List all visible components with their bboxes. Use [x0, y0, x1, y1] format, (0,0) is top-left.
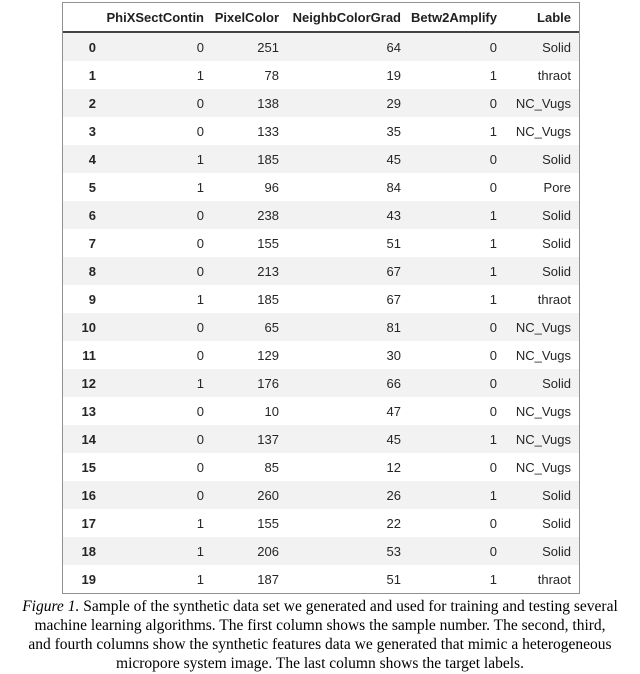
table-cell: 1: [489, 263, 497, 279]
table-row: [63, 313, 579, 341]
table-cell: NC_Vugs: [515, 347, 571, 363]
table-cell: 1: [196, 179, 204, 195]
table-cell: 43: [386, 207, 401, 223]
table-cell: 133: [257, 123, 279, 139]
table-cell: NC_Vugs: [515, 403, 571, 419]
table-cell: 1: [196, 67, 204, 83]
table-row: [63, 285, 579, 313]
table-cell: 0: [196, 235, 204, 251]
row-index: 5: [88, 179, 96, 195]
row-index: 15: [81, 459, 96, 475]
column-header: PhiXSectContin: [104, 3, 212, 32]
table-cell: 51: [386, 235, 401, 251]
index-header: [63, 3, 104, 32]
table-cell: 1: [489, 207, 497, 223]
table-cell: 22: [386, 515, 401, 531]
row-index: 3: [88, 123, 96, 139]
caption-line: and fourth columns show the synthetic features data we generated that mimic a heterogeneous: [28, 636, 612, 653]
table-cell: 238: [257, 207, 279, 223]
table-cell: Solid: [542, 151, 571, 167]
table-cell: 85: [264, 459, 279, 475]
table-cell: 29: [386, 95, 401, 111]
table-cell: 185: [257, 291, 279, 307]
row-index: 17: [81, 515, 96, 531]
table-cell: 47: [386, 403, 401, 419]
table-cell: NC_Vugs: [515, 459, 571, 475]
column-header: PixelColor: [212, 3, 287, 32]
row-index: 11: [82, 347, 96, 363]
table-row: [63, 565, 579, 593]
row-index: 13: [81, 403, 96, 419]
table-cell: 67: [386, 263, 401, 279]
table-cell: Solid: [542, 515, 571, 531]
table-cell: 84: [386, 179, 401, 195]
table-cell: 155: [257, 515, 279, 531]
row-index: 8: [88, 263, 96, 279]
table-cell: 53: [386, 543, 401, 559]
table-row: [63, 341, 579, 369]
table-cell: 1: [489, 487, 497, 503]
table-cell: 64: [386, 39, 401, 55]
table-cell: 1: [489, 571, 497, 587]
table-cell: 176: [257, 375, 279, 391]
table-cell: Solid: [542, 263, 571, 279]
table-cell: Solid: [542, 487, 571, 503]
table-cell: 0: [489, 347, 497, 363]
row-index: 12: [81, 375, 96, 391]
table-cell: 78: [264, 67, 279, 83]
table-cell: Solid: [542, 543, 571, 559]
table-cell: 213: [257, 263, 279, 279]
table-cell: 1: [489, 291, 497, 307]
table-cell: Solid: [542, 235, 571, 251]
table-header-row: [63, 3, 579, 32]
table-row: [63, 481, 579, 509]
table-cell: 0: [489, 375, 497, 391]
table-cell: 0: [489, 543, 497, 559]
table-cell: 260: [257, 487, 279, 503]
table-cell: NC_Vugs: [515, 431, 571, 447]
table-cell: 0: [489, 459, 497, 475]
table-row: [63, 257, 579, 285]
row-index: 9: [88, 291, 96, 307]
table-row: [63, 537, 579, 565]
row-index: 19: [81, 571, 96, 587]
table-row: [63, 145, 579, 173]
figure-caption: [0, 597, 640, 673]
row-index: 18: [81, 543, 96, 559]
table-row: [63, 369, 579, 397]
table-cell: 51: [386, 571, 401, 587]
caption-text: Sample of the synthetic data set we generated and used for training and testing several: [83, 598, 618, 615]
data-table: [63, 3, 579, 593]
table-row: [63, 397, 579, 425]
table-cell: 45: [386, 431, 401, 447]
table-cell: Solid: [542, 207, 571, 223]
caption-line: machine learning algorithms. The first column shows the sample number. The second, third,: [34, 617, 606, 634]
table-cell: 0: [196, 487, 204, 503]
table-cell: 0: [489, 515, 497, 531]
table-cell: 12: [386, 459, 401, 475]
table-cell: 155: [257, 235, 279, 251]
table-cell: 0: [196, 263, 204, 279]
table-row: [63, 425, 579, 453]
table-cell: 129: [257, 347, 279, 363]
table-cell: 19: [386, 67, 401, 83]
table-cell: 0: [196, 431, 204, 447]
caption-line: [0, 597, 640, 616]
table-cell: Pore: [543, 179, 571, 195]
table-row: [63, 173, 579, 201]
table-cell: 1: [196, 375, 204, 391]
table-cell: thraot: [537, 571, 571, 587]
row-index: 16: [81, 487, 96, 503]
table-cell: 30: [386, 347, 401, 363]
table-cell: 0: [196, 39, 204, 55]
table-cell: 65: [264, 319, 279, 335]
table-cell: 66: [386, 375, 401, 391]
table-cell: 1: [196, 571, 204, 587]
table-cell: thraot: [537, 67, 571, 83]
table-row: [63, 201, 579, 229]
table-cell: NC_Vugs: [515, 123, 571, 139]
table-cell: 185: [257, 151, 279, 167]
table-cell: 1: [489, 123, 497, 139]
table-cell: 67: [386, 291, 401, 307]
table-cell: 0: [489, 95, 497, 111]
table-cell: 1: [489, 431, 497, 447]
table-cell: 0: [489, 39, 497, 55]
table-cell: 0: [489, 319, 497, 335]
row-index: 0: [88, 39, 96, 55]
column-header: Betw2Amplify: [409, 3, 505, 32]
table-row: [63, 32, 579, 61]
table-cell: 1: [489, 235, 497, 251]
table-row: [63, 509, 579, 537]
table-cell: 0: [196, 347, 204, 363]
table-row: [63, 453, 579, 481]
table-row: [63, 117, 579, 145]
table-cell: 206: [257, 543, 279, 559]
table-cell: 45: [386, 151, 401, 167]
table-cell: 1: [196, 543, 204, 559]
row-index: 10: [81, 319, 96, 335]
table-body: [63, 32, 579, 593]
table-cell: 0: [196, 459, 204, 475]
table-cell: Solid: [542, 375, 571, 391]
row-index: 14: [81, 431, 96, 447]
table-cell: 26: [386, 487, 401, 503]
table-cell: 0: [489, 179, 497, 195]
table-cell: Solid: [542, 39, 571, 55]
column-header: Lable: [505, 3, 579, 32]
row-index: 6: [88, 207, 96, 223]
data-table-container: [62, 2, 580, 594]
table-cell: 35: [386, 123, 401, 139]
table-cell: 138: [257, 95, 279, 111]
column-header: NeighbColorGrad: [287, 3, 409, 32]
table-cell: 0: [196, 207, 204, 223]
table-cell: 137: [257, 431, 279, 447]
row-index: 7: [88, 235, 96, 251]
caption-line: micropore system image. The last column shows the target labels.: [116, 655, 524, 672]
table-row: [63, 89, 579, 117]
table-cell: 10: [264, 403, 279, 419]
row-index: 2: [88, 95, 96, 111]
table-cell: NC_Vugs: [515, 95, 571, 111]
figure-label: Figure 1.: [22, 598, 80, 615]
table-cell: thraot: [537, 291, 571, 307]
table-cell: NC_Vugs: [515, 319, 571, 335]
table-cell: 81: [386, 319, 401, 335]
table-cell: 0: [196, 319, 204, 335]
table-cell: 96: [264, 179, 279, 195]
table-cell: 0: [489, 403, 497, 419]
row-index: 4: [88, 151, 96, 167]
table-cell: 0: [196, 95, 204, 111]
table-cell: 251: [257, 39, 279, 55]
table-cell: 0: [196, 403, 204, 419]
row-index: 1: [88, 67, 96, 83]
table-cell: 1: [196, 151, 204, 167]
table-cell: 1: [196, 515, 204, 531]
table-cell: 0: [489, 151, 497, 167]
table-row: [63, 61, 579, 89]
table-cell: 1: [196, 291, 204, 307]
table-cell: 187: [257, 571, 279, 587]
table-cell: 0: [196, 123, 204, 139]
table-cell: 1: [489, 67, 497, 83]
table-row: [63, 229, 579, 257]
